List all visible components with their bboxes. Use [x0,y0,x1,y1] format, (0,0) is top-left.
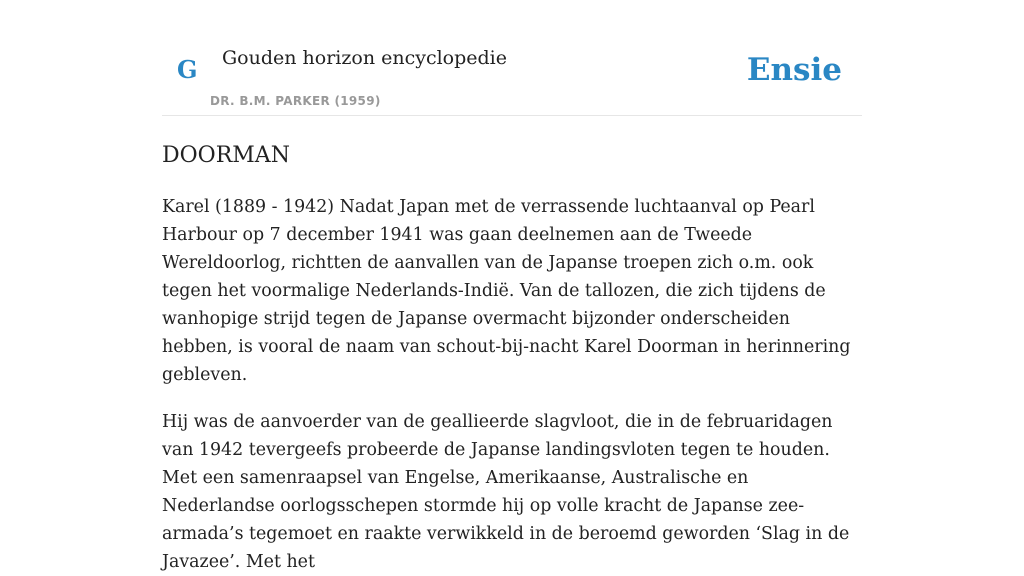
entry-body [162,193,862,576]
page [162,0,862,572]
source-title-link[interactable]: Gouden horizon encyclopedie [222,47,507,69]
source-logo-icon: G [177,55,198,84]
ensie-logo-link[interactable]: Ensie [746,52,842,88]
paragraph: Karel (1889 - 1942) Nadat Japan met de verrassende luchtaanval op Pearl Harbour op 7 december 1941 was gaan deelnemen aan de Tweede Wereldoorlog, richtten de aanvallen van de Japanse troepen zich o.m. ook tegen het voormalige Nederlands-Indië. Van de tallozen, die zich tijdens de wanhopige strijd tegen de Japanse overmacht bijzonder onderscheiden hebben, is vooral de naam van schout-bij-nacht Karel Doorman in herinnering gebleven. [162,197,851,385]
entry-title: DOORMAN [162,143,290,168]
paragraph: Hij was de aanvoerder van de geallieerde slagvloot, die in de februaridagen van 1942 tevergeefs probeerde de Japanse landingsvloten tegen te houden. Met een samenraapsel van Engelse, Amerikaanse, Australische en Nederlandse oorlogsschepen stormde hij op volle kracht de Japanse zee-armada’s tegemoet en raakte verwikkeld in de beroemd geworden ‘Slag in de Javazee’. Met het [162,412,850,572]
source-author: DR. B.M. PARKER (1959) [210,94,381,108]
source-header [162,0,862,116]
